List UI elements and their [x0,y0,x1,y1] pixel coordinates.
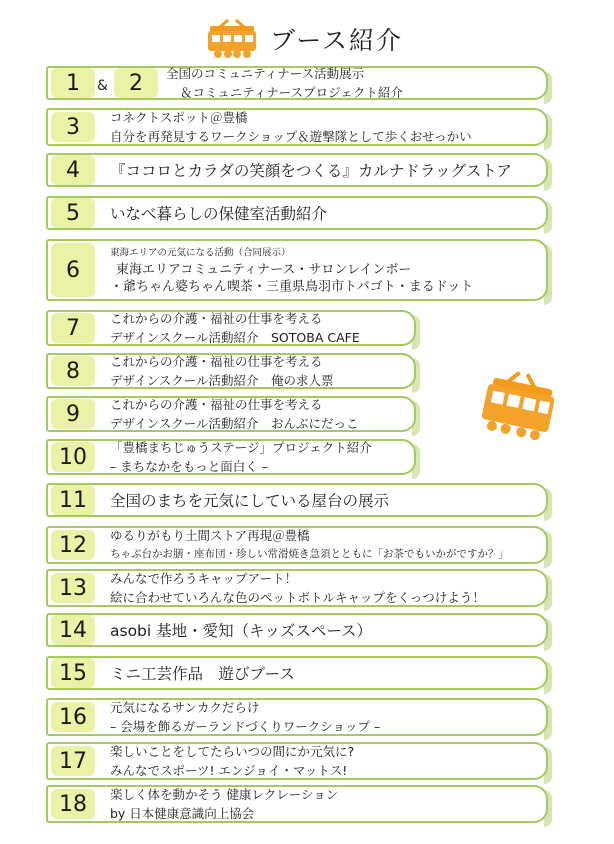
booth-number: 15 [51,658,95,688]
booth-number: 6 [51,243,95,297]
booth-description [110,245,473,296]
booth-line: 元気になるサンカクだらけ [110,700,260,715]
booth-description [110,352,334,390]
booth-description: 『ココロとカラダの笑顔をつくる』カルナドラッグストア [110,162,512,180]
booth-line: 全国のコミュニティナース活動展示 [166,66,365,81]
booth-number: 17 [51,746,95,776]
booth-row-15 [46,656,548,690]
booth-number: 9 [51,399,95,429]
booth-description [110,309,360,347]
booth-line: by 日本健康意識向上協会 [110,806,255,821]
booth-line: みんなでスポーツ! エンジョイ・マットス! [110,763,348,778]
booth-description [110,526,509,564]
booth-row-1-2 [46,66,548,100]
booth-line: – 会場を飾るガーランドづくりワークショップ – [110,719,381,734]
booth-line: 「豊橋まちじゅうステージ」プロジェクト紹介 [110,440,372,455]
booth-line: 東海エリアコミュニティナース・サロンレインボー [116,262,412,278]
booth-row-5 [46,196,548,230]
booth-row-16 [46,698,548,736]
ampersand: & [97,78,108,95]
booth-line: – まちなかをもっと面白く – [110,459,268,474]
booth-line: ゆるりがもり土間ストア再現＠豊橋 [110,528,310,543]
booth-number: 3 [51,112,95,142]
booth-description [110,785,338,823]
booth-line: ちゃぶ台かお膳・座布団・珍しい常滑焼き急須とともに「お茶でもいかがですか？」 [110,548,509,560]
booth-line: 東海エリアの元気になる活動（合同展示） [110,247,291,259]
booth-number: 18 [51,789,95,819]
booth-line: 自分を再発見するワークショップ＆遊撃隊として歩くおせっかい [110,129,472,144]
booth-line: コネクトスポット＠豊橋 [110,110,248,125]
booth-line: これからの介護・福祉の仕事を考える [110,354,323,369]
booth-description: ミニ工芸作品 遊びブース [110,665,295,683]
booth-description: asobi 基地・愛知（キッズスペース） [110,622,373,640]
booth-line: デザインスクール活動紹介 SOTOBA CAFE [110,330,360,345]
booth-number: 5 [51,198,95,228]
booth-line: 楽しいことをしてたらいつの間にか元気に? [110,744,355,759]
booth-line: デザインスクール活動紹介 俺の求人票 [110,373,334,388]
booth-description [110,395,359,433]
tram-icon [206,17,258,61]
booth-row-9 [46,396,416,432]
booth-description [110,438,372,476]
booth-number: 13 [51,573,95,603]
booth-row-13 [46,569,548,607]
booth-row-12 [46,526,548,564]
booth-number: 4 [51,155,95,185]
booth-row-4 [46,153,548,187]
booth-description: いなべ暮らしの保健室活動紹介 [110,205,328,223]
tram-icon [482,369,554,451]
booth-row-7 [46,310,416,346]
booth-number: 1 [51,68,95,98]
booth-number: 14 [51,615,95,645]
booth-description [166,64,403,102]
booth-description [110,108,472,146]
booth-description [110,742,354,780]
booth-number: 7 [51,313,95,343]
booth-description [110,569,485,607]
booth-row-3 [46,108,548,146]
booth-line: 絵に合わせていろんな色のペットボトルキャップをくっつけよう！ [110,590,485,605]
page-header [206,14,403,64]
booth-row-6 [46,239,548,301]
booth-number: 12 [51,530,95,560]
page-title: ブース紹介 [270,26,404,55]
booth-number: 8 [51,356,95,386]
booth-row-10 [46,439,416,475]
booth-line: これからの介護・福祉の仕事を考える [110,311,323,326]
booth-line: ・爺ちゃん婆ちゃん喫茶・三重県鳥羽市トバゴト・まるドット [110,279,474,295]
booth-line: ＆コミュニティナースプロジェクト紹介 [180,85,403,100]
booth-row-11 [46,483,548,517]
booth-row-17 [46,742,548,780]
booth-row-8 [46,353,416,389]
booth-line: みんなで作ろうキャップアート！ [110,571,298,586]
booth-row-14 [46,613,548,647]
booth-number: 10 [51,442,95,472]
booth-description [110,698,380,736]
booth-row-18 [46,785,548,823]
booth-description: 全国のまちを元気にしている屋台の展示 [110,492,390,510]
booth-line: デザインスクール活動紹介 おんぶにだっこ [110,416,359,431]
booth-number: 16 [51,702,95,732]
booth-number: 11 [51,485,95,515]
booth-line: 楽しく体を動かそう 健康レクレーション [110,787,339,802]
booth-line: これからの介護・福祉の仕事を考える [110,397,323,412]
booth-number: 2 [114,68,158,98]
